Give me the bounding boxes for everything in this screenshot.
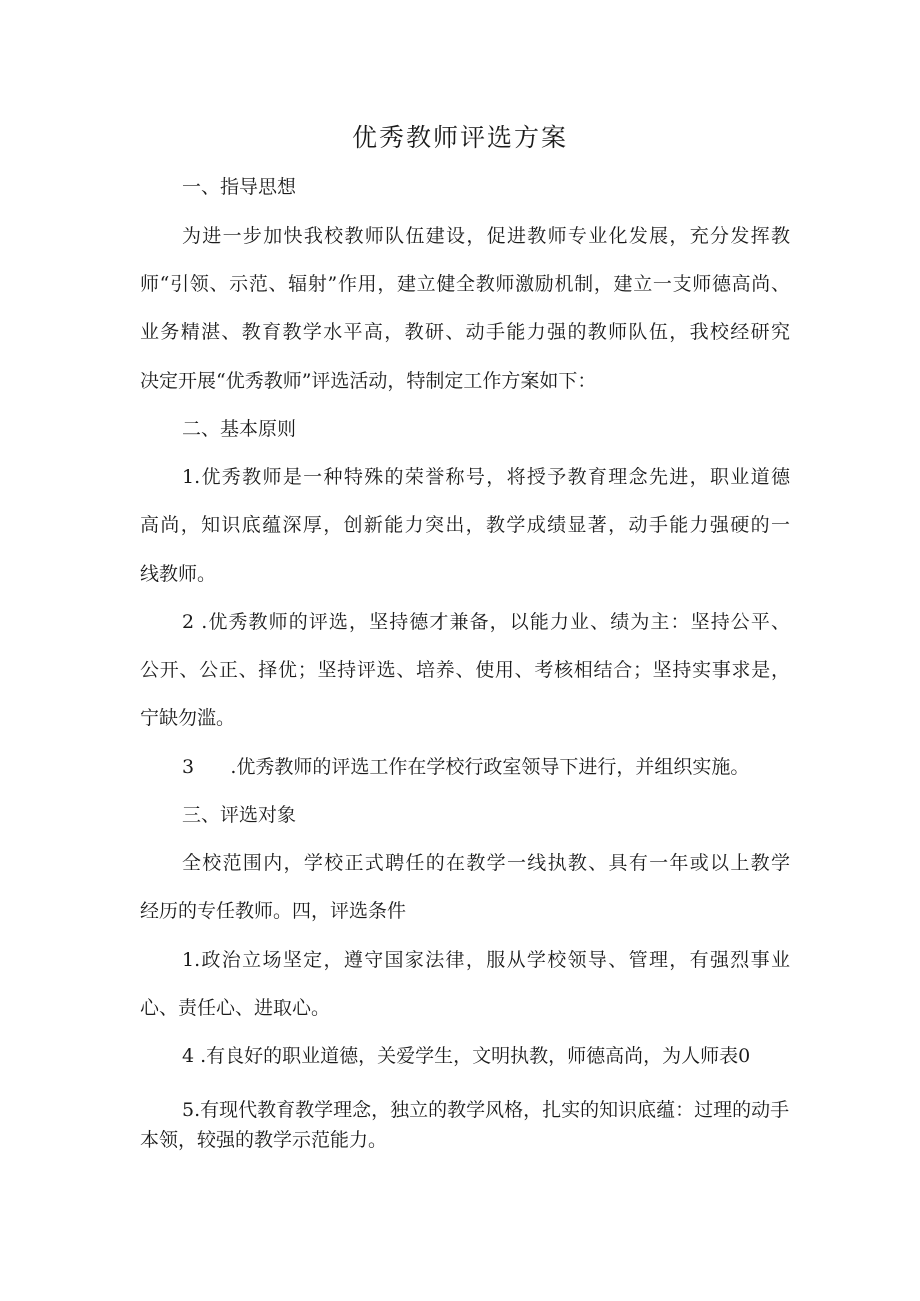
paragraph-line: 全校范围内，学校正式聘任的在教学一线执教、具有一年或以上教学 <box>182 852 790 874</box>
paragraph-line: 公开、公正、择优；坚持评选、培养、使用、考核相结合；坚持实事求是， <box>140 659 790 681</box>
paragraph-line: 1.优秀教师是一种特殊的荣誉称号，将授予教育理念先进，职业道德 <box>182 466 790 488</box>
paragraph-line: 3 .优秀教师的评选工作在学校行政室领导下进行，并组织实施。 <box>182 756 750 778</box>
paragraph-line: 4 .有良好的职业道德，关爱学生，文明执教，师德高尚，为人师表0 <box>182 1045 751 1067</box>
section-heading-selection-target: 三、评选对象 <box>182 804 297 826</box>
paragraph-line: 2 .优秀教师的评选，坚持德才兼备，以能力业、绩为主：坚持公平、 <box>182 611 790 633</box>
paragraph-line: 经历的专任教师。四，评选条件 <box>140 900 407 922</box>
paragraph-line: 师“引领、示范、辐射”作用，建立健全教师激励机制，建立一支师德高尚、 <box>140 273 790 295</box>
paragraph-line: 高尚，知识底蕴深厚，创新能力突出，教学成绩显著，动手能力强硬的一 <box>140 514 790 536</box>
paragraph-line: 宁缺勿滥。 <box>140 707 236 729</box>
paragraph-line: 为进一步加快我校教师队伍建设，促进教师专业化发展，充分发挥教 <box>182 225 790 247</box>
paragraph: 5.有现代教育教学理念，独立的教学风格，扎实的知识底蕴：过理的动手本领，较强的教学示范能力。 <box>140 1099 790 1151</box>
section-heading-basic-principles: 二、基本原则 <box>182 418 297 440</box>
document-title: 优秀教师评选方案 <box>351 123 568 152</box>
paragraph-line: 线教师。 <box>140 563 217 585</box>
paragraph-line: 决定开展“优秀教师”评选活动，特制定工作方案如下： <box>140 370 597 392</box>
paragraph-line: 心、责任心、进取心。 <box>140 997 331 1019</box>
paragraph-line: 业务精湛、教育教学水平高，教研、动手能力强的教师队伍，我校经研究 <box>140 321 790 343</box>
paragraph-line: 1.政治立场坚定，遵守国家法律，服从学校领导、管理，有强烈事业 <box>182 949 790 971</box>
section-heading-guiding-ideology: 一、指导思想 <box>182 176 297 198</box>
